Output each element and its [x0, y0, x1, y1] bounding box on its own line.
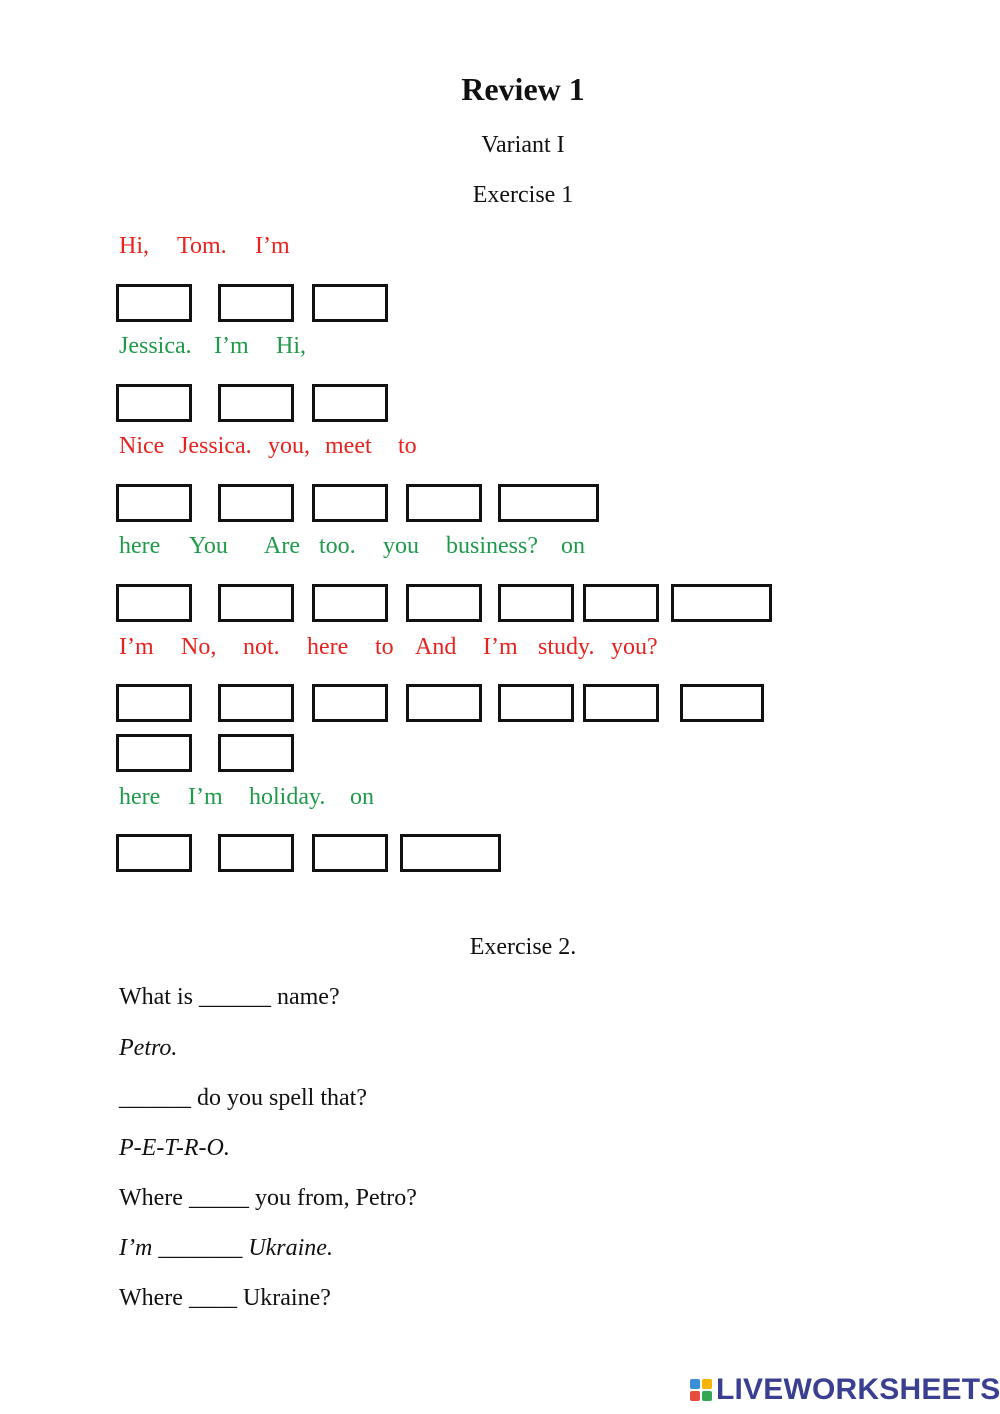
answer-box[interactable]	[218, 834, 294, 872]
answer-box[interactable]	[406, 684, 482, 722]
exercise2-line-3: ______ do you spell that?	[119, 1085, 367, 1111]
word: you	[383, 533, 419, 559]
answer-box[interactable]	[218, 734, 294, 772]
answer-box[interactable]	[498, 484, 599, 522]
answer-box[interactable]	[218, 284, 294, 322]
answer-box[interactable]	[116, 284, 192, 322]
answer-box[interactable]	[116, 734, 192, 772]
word: I’m	[119, 634, 154, 660]
exercise2-line-4: P-E-T-R-O.	[119, 1135, 230, 1161]
word: Nice	[119, 433, 165, 459]
answer-box[interactable]	[312, 384, 388, 422]
exercise1-heading: Exercise 1	[472, 182, 574, 208]
word: Hi,	[119, 233, 149, 259]
word: not.	[243, 634, 280, 660]
word: Hi,	[276, 333, 306, 359]
liveworksheets-logo-icon	[690, 1377, 714, 1403]
exercise2-line-2: Petro.	[119, 1035, 178, 1061]
variant-label: Variant I	[481, 132, 565, 158]
word: Are	[264, 533, 300, 559]
word: holiday.	[249, 784, 326, 810]
answer-box[interactable]	[400, 834, 501, 872]
answer-box[interactable]	[218, 684, 294, 722]
answer-box[interactable]	[406, 584, 482, 622]
word: meet	[325, 433, 372, 459]
word: business?	[446, 533, 538, 559]
answer-box[interactable]	[312, 484, 388, 522]
word: You	[189, 533, 228, 559]
exercise2-line-1: What is ______ name?	[119, 984, 340, 1010]
answer-box[interactable]	[218, 384, 294, 422]
word: here	[307, 634, 349, 660]
word: study.	[538, 634, 595, 660]
exercise2-line-6: I’m _______ Ukraine.	[119, 1235, 333, 1261]
word: I’m	[188, 784, 223, 810]
answer-box[interactable]	[583, 684, 659, 722]
word: you?	[611, 634, 658, 660]
word: too.	[319, 533, 356, 559]
answer-box[interactable]	[312, 684, 388, 722]
brand-name: LIVEWORKSHEETS	[716, 1373, 1000, 1406]
exercise2-heading: Exercise 2.	[469, 934, 577, 960]
answer-box[interactable]	[406, 484, 482, 522]
word: I’m	[483, 634, 518, 660]
word: to	[398, 433, 417, 459]
word: And	[415, 634, 457, 660]
answer-box[interactable]	[218, 484, 294, 522]
word: here	[119, 533, 161, 559]
word: here	[119, 784, 161, 810]
word: Jessica.	[179, 433, 252, 459]
answer-box[interactable]	[116, 584, 192, 622]
answer-box[interactable]	[116, 384, 192, 422]
answer-box[interactable]	[116, 684, 192, 722]
answer-box[interactable]	[583, 584, 659, 622]
answer-box[interactable]	[218, 584, 294, 622]
word: Jessica.	[119, 333, 192, 359]
exercise2-line-7: Where ____ Ukraine?	[119, 1285, 331, 1311]
answer-box[interactable]	[680, 684, 764, 722]
answer-box[interactable]	[116, 484, 192, 522]
word: to	[375, 634, 394, 660]
word: you,	[268, 433, 310, 459]
answer-box[interactable]	[116, 834, 192, 872]
answer-box[interactable]	[312, 834, 388, 872]
word: on	[350, 784, 374, 810]
word: I’m	[214, 333, 249, 359]
answer-box[interactable]	[312, 284, 388, 322]
answer-box[interactable]	[498, 684, 574, 722]
word: I’m	[255, 233, 290, 259]
answer-box[interactable]	[671, 584, 772, 622]
exercise2-line-5: Where _____ you from, Petro?	[119, 1185, 417, 1211]
answer-box[interactable]	[498, 584, 574, 622]
word: No,	[181, 634, 217, 660]
page-title: Review 1	[461, 71, 585, 107]
word: Tom.	[177, 233, 227, 259]
liveworksheets-logo	[690, 1373, 1000, 1407]
word: on	[561, 533, 585, 559]
answer-box[interactable]	[312, 584, 388, 622]
